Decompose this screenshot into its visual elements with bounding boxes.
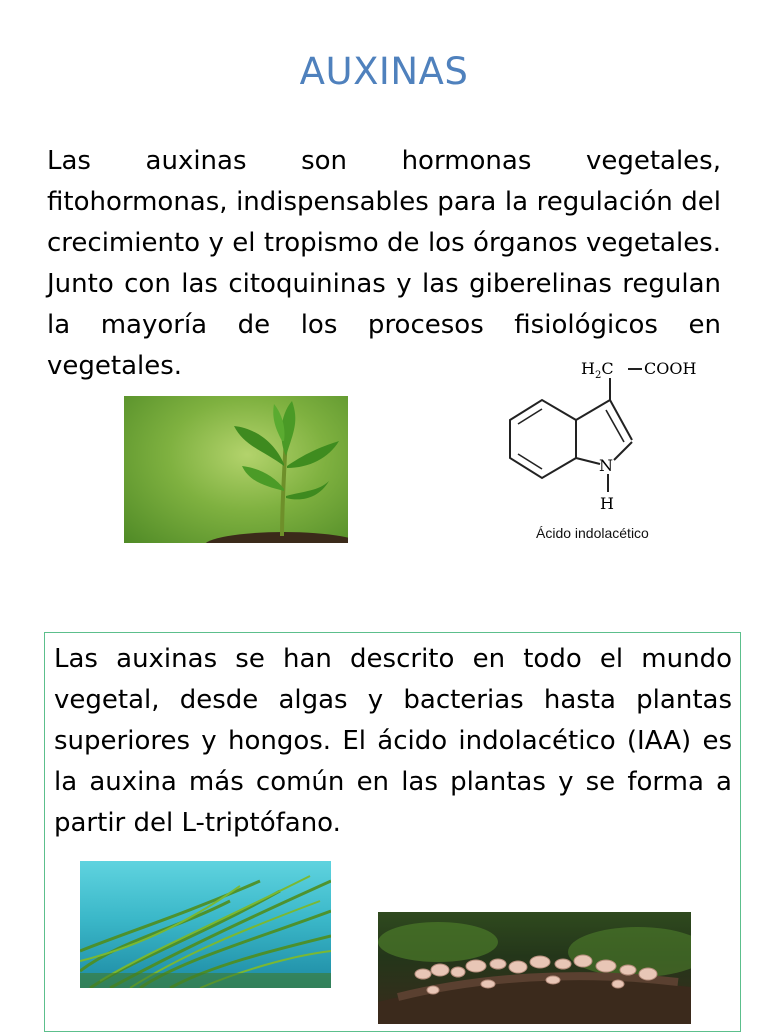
molecule-caption: Ácido indolacético bbox=[536, 525, 649, 541]
seedling-image bbox=[124, 396, 348, 543]
atom-n: N bbox=[599, 456, 613, 475]
formula-ch2: $H_2C$ bbox=[581, 359, 614, 382]
intro-paragraph: Las auxinas son hormonas vegetales, fitohormonas, indispensables para la regulación del crecimiento y el tropismo de los órganos vegetales. Junto con las citoquininas y las giberelinas regulan la mayoría de los procesos fisiológicos en vegetales. bbox=[47, 146, 721, 381]
algae-image bbox=[80, 861, 331, 988]
atom-h: H bbox=[600, 494, 614, 513]
fungi-image bbox=[378, 912, 691, 1024]
page-title: AUXINAS bbox=[299, 50, 469, 93]
detail-paragraph: Las auxinas se han descrito en todo el mundo vegetal, desde algas y bacterias hasta plantas superiores y hongos. El ácido indolacético (IAA) es la auxina más común en las plantas y se forma a partir del L-triptófano. bbox=[54, 644, 732, 838]
formula-cooh: COOH bbox=[644, 359, 697, 378]
